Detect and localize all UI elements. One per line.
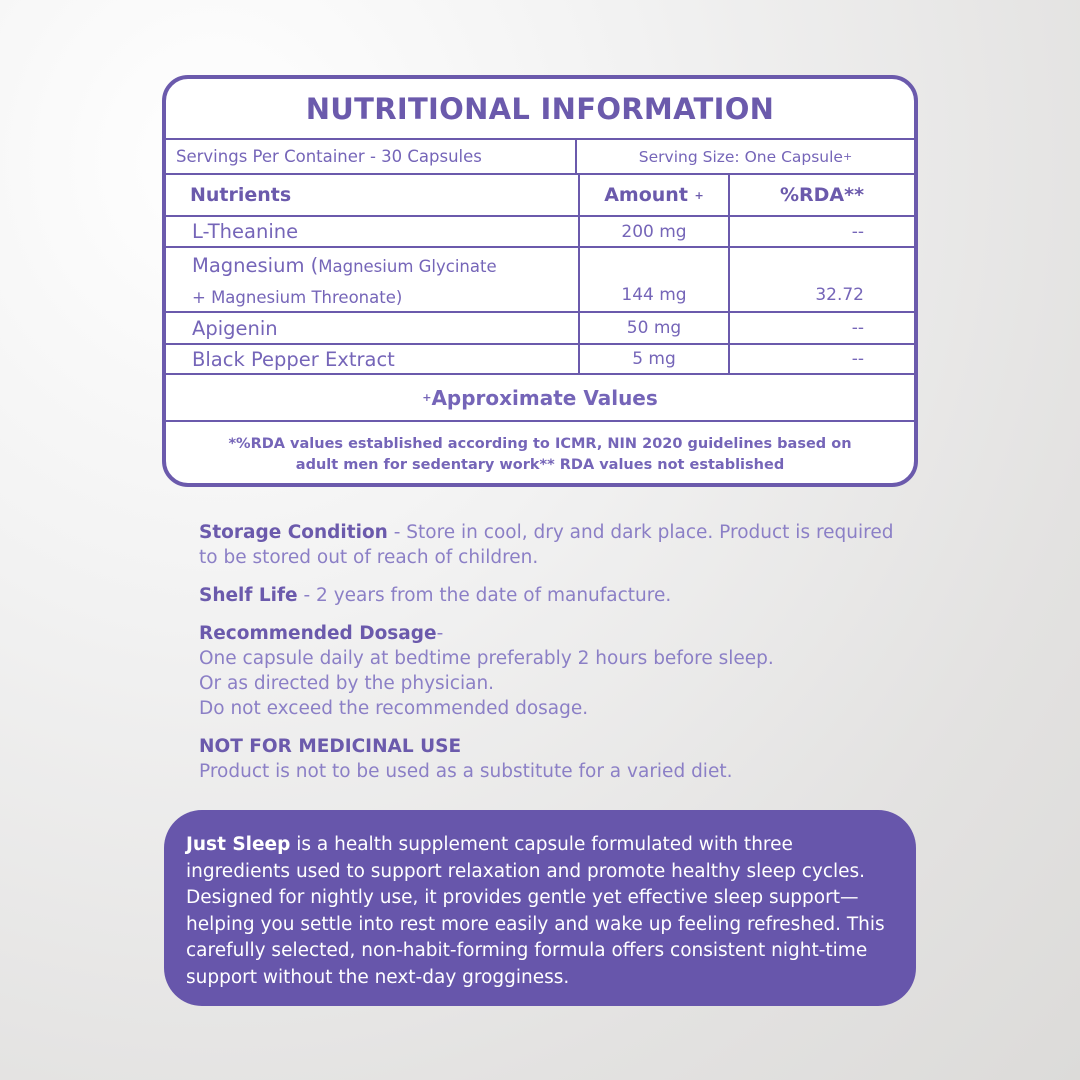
- storage-text: - Store in cool, dry and dark place. Product is required to be stored out of reach of children.: [199, 522, 894, 568]
- table-row: [166, 217, 914, 248]
- brand-name: Just Sleep: [186, 834, 291, 855]
- dosage-line: Or as directed by the physician.: [199, 673, 495, 694]
- serving-row: [166, 140, 914, 175]
- description-text: is a health supplement capsule formulated with three ingredients used to support relaxation and promote healthy sleep cycles. Designed for nightly use, it provides gentle yet effective sleep support—helping you settle into rest more easily and wake up feeling refreshed. This carefully selected, non-habit-forming formula offers consistent night-time support without the next-day grogginess.: [186, 834, 885, 988]
- dosage-line: One capsule daily at bedtime preferably 2 hours before sleep.: [199, 648, 774, 669]
- nutrient-rda: --: [851, 221, 864, 242]
- table-row: [166, 248, 914, 313]
- approx-label: Approximate Values: [431, 385, 658, 410]
- nutrient-name-main: Magnesium (: [192, 254, 319, 277]
- dosage-dash: -: [436, 623, 444, 644]
- nutrient-rda: --: [851, 318, 864, 338]
- nutrient-name: [166, 248, 580, 311]
- approximate-values-note: [166, 375, 914, 422]
- nutrient-amount: 50 mg: [580, 313, 730, 343]
- shelf-label: Shelf Life: [199, 585, 298, 606]
- servings-per-container: Servings Per Container - 30 Capsules: [166, 140, 577, 173]
- product-info: [199, 520, 899, 797]
- approx-mark: +: [422, 391, 432, 404]
- nutrient-name-line-2: [192, 288, 578, 307]
- storage-condition: [199, 520, 899, 570]
- table-row: [166, 345, 914, 375]
- not-for-medicinal-use: [199, 734, 899, 784]
- nutrition-table: [162, 75, 918, 487]
- header-amount: [580, 175, 730, 215]
- nutrient-amount: 200 mg: [580, 217, 730, 246]
- product-description: [164, 810, 916, 1006]
- dosage-label: Recommended Dosage: [199, 623, 437, 644]
- nutrient-name-detail-2: + Magnesium Threonate: [192, 288, 396, 307]
- footnote-line-2: adult men for sedentary work** RDA values not established: [295, 457, 785, 473]
- serving-size-text: Serving Size: One Capsule: [638, 147, 843, 166]
- table-title: NUTRITIONAL INFORMATION: [166, 79, 914, 140]
- dosage-heading: [199, 621, 899, 646]
- nutrient-name: Black Pepper Extract: [166, 345, 580, 373]
- header-amount-text: Amount: [604, 184, 688, 206]
- serving-size-mark: +: [842, 150, 853, 163]
- nfm-label: NOT FOR MEDICINAL USE: [199, 736, 462, 757]
- header-rda: %RDA**: [779, 184, 864, 206]
- footnote-line-1: *%RDA values established according to ICMR, NIN 2020 guidelines based on: [228, 436, 852, 452]
- dosage-line: Do not exceed the recommended dosage.: [199, 698, 589, 719]
- nutrient-rda: 32.72: [815, 285, 864, 305]
- table-row: [166, 313, 914, 345]
- serving-size: [577, 140, 914, 173]
- table-header-row: [166, 175, 914, 217]
- storage-label: Storage Condition: [199, 522, 388, 543]
- nutrient-amount: 5 mg: [580, 345, 730, 373]
- nutrient-amount: 144 mg: [580, 248, 730, 311]
- nutrient-name: Apigenin: [166, 313, 580, 343]
- nutrient-name: L-Theanine: [166, 217, 580, 246]
- nutrient-name-line-1: [192, 254, 578, 277]
- header-amount-mark: +: [694, 188, 704, 202]
- nutrient-name-close: ): [395, 288, 403, 307]
- header-nutrients: Nutrients: [166, 175, 580, 215]
- rda-footnote: [166, 422, 914, 476]
- nutrient-rda: --: [851, 349, 864, 369]
- shelf-life: [199, 583, 899, 608]
- recommended-dosage: [199, 621, 899, 721]
- nutrient-name-detail: Magnesium Glycinate: [318, 257, 497, 276]
- nfm-text: Product is not to be used as a substitute for a varied diet.: [199, 761, 733, 782]
- shelf-text: - 2 years from the date of manufacture.: [297, 585, 672, 606]
